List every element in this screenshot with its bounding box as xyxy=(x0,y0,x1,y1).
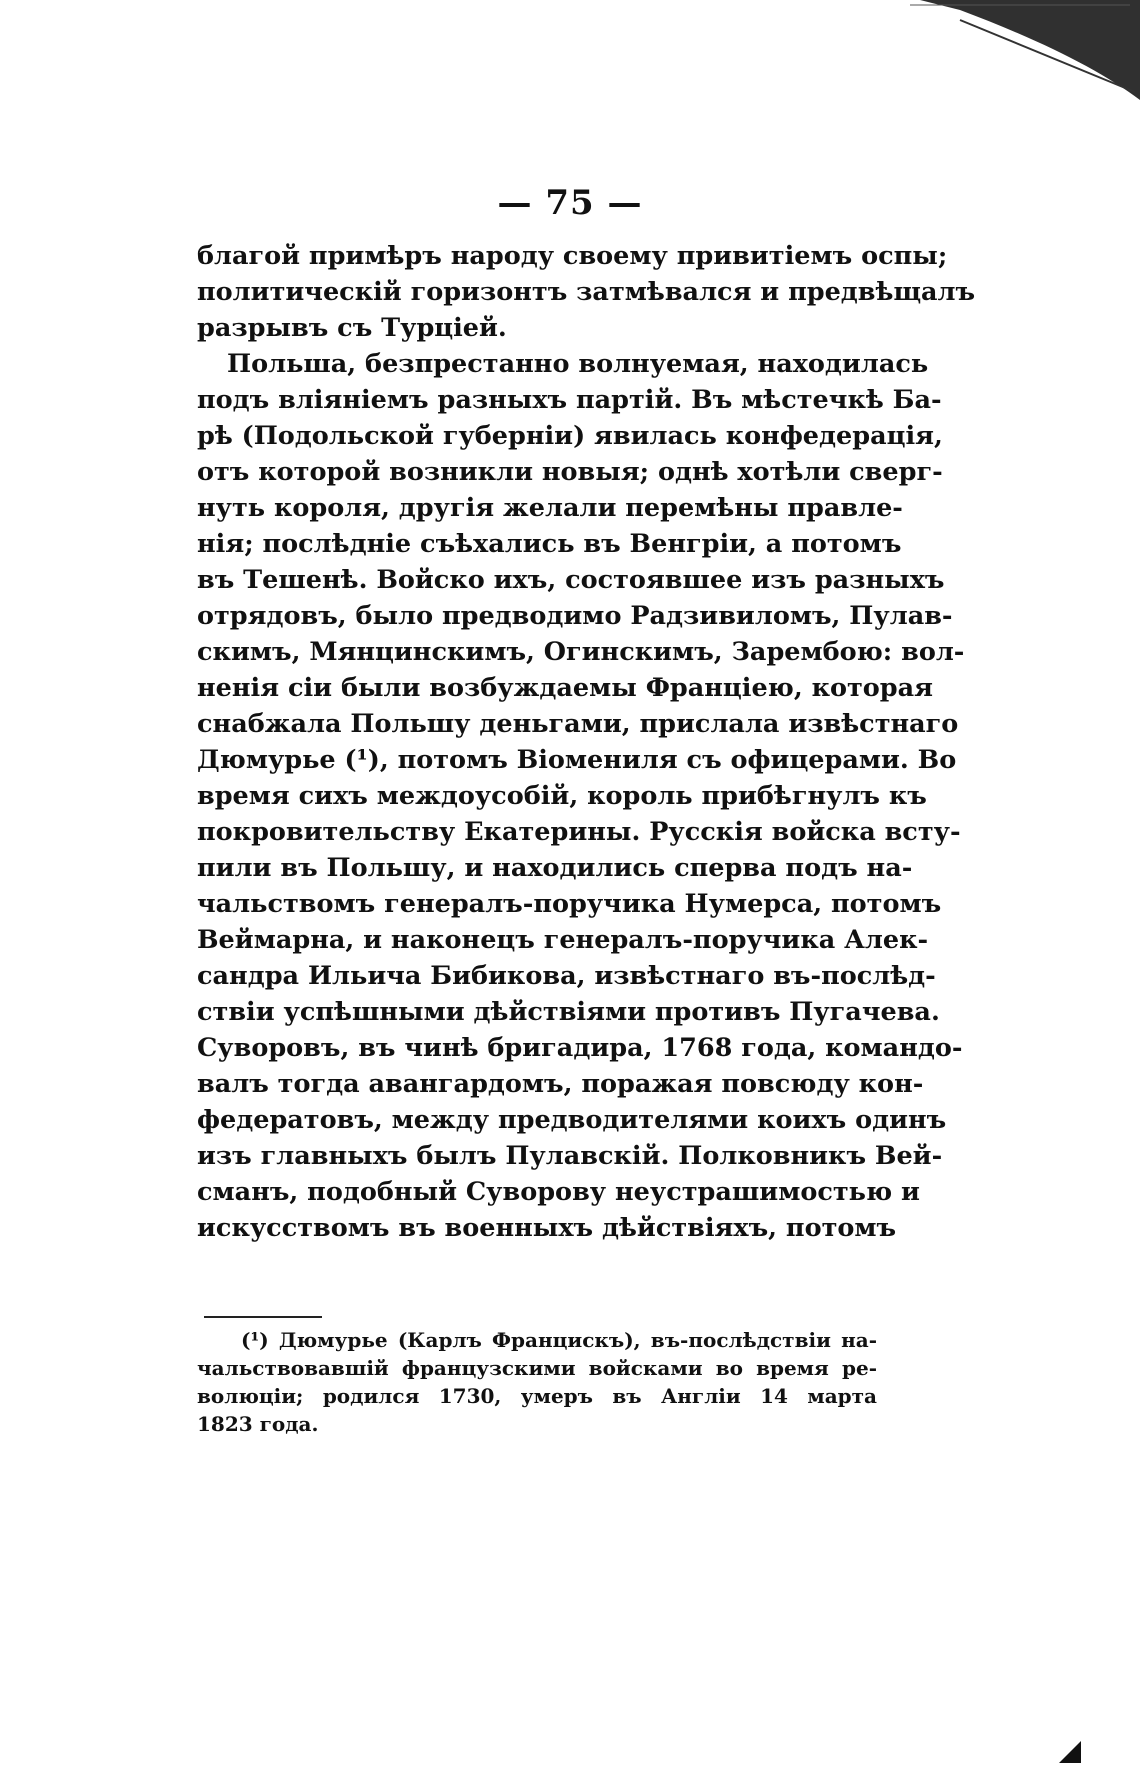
text-line: въ Тешенѣ. Войско ихъ, состоявшее изъ разныхъ xyxy=(197,565,945,595)
text-line: покровительству Екатерины. Русскія войска всту- xyxy=(197,817,961,847)
text-line: скимъ, Мянцинскимъ, Огинскимъ, Зарембою: вол- xyxy=(197,637,965,667)
footnote-line: (¹) Дюмурье (Карлъ Францискъ), въ-послѣдствіи на- xyxy=(241,1328,877,1352)
text-line: нуть короля, другія желали перемѣны правле- xyxy=(197,493,903,523)
text-line: Польша, безпрестанно волнуемая, находилась xyxy=(227,349,929,379)
body-text xyxy=(197,238,976,1246)
text-line: ненія сіи были возбуждаемы Франціею, которая xyxy=(197,673,934,703)
scan-edge-artifact xyxy=(900,0,1140,130)
text-line: Веймарна, и наконецъ генералъ-поручика Алек- xyxy=(197,925,929,955)
scan-corner-artifact xyxy=(1055,1735,1085,1765)
text-line: чальствомъ генералъ-поручика Нумерса, потомъ xyxy=(197,889,942,919)
text-line: время сихъ междоусобій, король прибѣгнулъ къ xyxy=(197,781,927,811)
text-line: валъ тогда авангардомъ, поражая повсюду кон- xyxy=(197,1069,924,1099)
footnotes xyxy=(197,1326,877,1438)
page-number: — 75 — xyxy=(497,183,643,223)
text-line: Дюмурье (¹), потомъ Віомениля съ офицерами. Во xyxy=(197,745,957,775)
text-line: Суворовъ, въ чинѣ бригадира, 1768 года, командо- xyxy=(197,1033,963,1063)
text-line: отъ которой возникли новыя; однѣ хотѣли сверг- xyxy=(197,457,943,487)
text-line: сманъ, подобный Суворову неустрашимостью и xyxy=(197,1177,920,1207)
text-line: сандра Ильича Бибикова, извѣстнаго въ-послѣд- xyxy=(197,961,936,991)
text-line: федератовъ, между предводителями коихъ одинъ xyxy=(197,1105,947,1135)
footnote-line: 1823 года. xyxy=(197,1412,319,1436)
text-line: ствіи успѣшными дѣйствіями противъ Пугачева. xyxy=(197,997,940,1027)
footnote-divider xyxy=(204,1316,322,1318)
text-line: политическій горизонтъ затмѣвался и предвѣщалъ xyxy=(197,277,976,307)
text-line: подъ вліяніемъ разныхъ партій. Въ мѣстечкѣ Ба- xyxy=(197,385,942,415)
text-line: пили въ Польшу, и находились сперва подъ на- xyxy=(197,853,913,883)
text-line: благой примѣръ народу своему привитіемъ оспы; xyxy=(197,241,948,271)
text-line: разрывъ съ Турціей. xyxy=(197,313,507,343)
text-line: рѣ (Подольской губерніи) явилась конфедерація, xyxy=(197,421,943,451)
footnote-line: чальствовавшій французскими войсками во время ре- xyxy=(197,1356,877,1380)
text-line: снабжала Польшу деньгами, прислала извѣстнаго xyxy=(197,709,959,739)
text-line: отрядовъ, было предводимо Радзивиломъ, Пулав- xyxy=(197,601,953,631)
text-line: изъ главныхъ былъ Пулавскій. Полковникъ Вей- xyxy=(197,1141,943,1171)
text-line: искусствомъ въ военныхъ дѣйствіяхъ, потомъ xyxy=(197,1213,897,1243)
footnote-line: волюціи; родился 1730, умеръ въ Англіи 14 марта xyxy=(197,1384,877,1408)
text-line: нія; послѣдніе съѣхались въ Венгріи, а потомъ xyxy=(197,529,902,559)
